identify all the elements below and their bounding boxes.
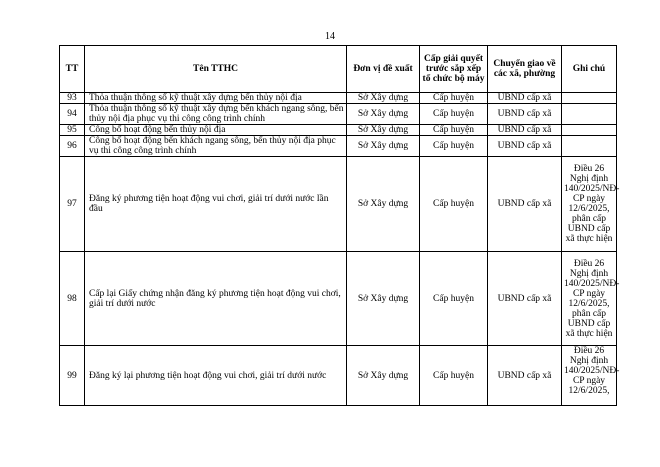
table-row — [60, 125, 617, 136]
cell-cap: Cấp huyện — [420, 346, 488, 406]
cell-cap: Cấp huyện — [420, 252, 488, 346]
cell-tt: 98 — [60, 252, 85, 346]
header-ten-tthc: Tên TTHC — [85, 46, 347, 93]
header-cap-giai-quyet: Cấp giải quyết trước sắp xếp tổ chức bộ máy — [420, 46, 488, 93]
cell-chuyen-giao: UBND cấp xã — [488, 346, 562, 406]
cell-chuyen-giao: UBND cấp xã — [488, 252, 562, 346]
table-row — [60, 104, 617, 125]
table-row — [60, 346, 617, 406]
cell-don-vi: Sở Xây dựng — [347, 125, 420, 136]
cell-cap: Cấp huyện — [420, 104, 488, 125]
header-tt: TT — [60, 46, 85, 93]
table-header-row — [60, 46, 617, 93]
cell-ten: Công bố hoạt động bến thủy nội địa — [85, 125, 347, 136]
cell-cap: Cấp huyện — [420, 93, 488, 104]
cell-tt: 99 — [60, 346, 85, 406]
cell-ghi-chu: Điều 26 Nghị định 140/2025/NĐ-CP ngày 12/6/2025, phân cấp UBND cấp xã thực hiện — [562, 252, 617, 346]
cell-ten: Đăng ký lại phương tiện hoạt động vui chơi, giải trí dưới nước — [85, 346, 347, 406]
cell-ten: Công bố hoạt động bến khách ngang sông, bến thủy nội địa phục vụ thi công công trình chính — [85, 136, 347, 157]
cell-ghi-chu — [562, 93, 617, 104]
cell-chuyen-giao: UBND cấp xã — [488, 157, 562, 252]
cell-don-vi: Sở Xây dựng — [347, 346, 420, 406]
cell-don-vi: Sở Xây dựng — [347, 252, 420, 346]
cell-tt: 97 — [60, 157, 85, 252]
cell-don-vi: Sở Xây dựng — [347, 136, 420, 157]
cell-ghi-chu: Điều 26 Nghị định 140/2025/NĐ-CP ngày 12/6/2025, phân cấp UBND cấp xã thực hiện — [562, 157, 617, 252]
cell-ten: Đăng ký phương tiện hoạt động vui chơi, giải trí dưới nước lần đầu — [85, 157, 347, 252]
cell-chuyen-giao: UBND cấp xã — [488, 104, 562, 125]
cell-tt: 95 — [60, 125, 85, 136]
cell-ghi-chu — [562, 104, 617, 125]
table-row — [60, 252, 617, 346]
header-ghi-chu: Ghi chú — [562, 46, 617, 93]
header-don-vi: Đơn vị đề xuất — [347, 46, 420, 93]
procedures-table — [59, 45, 620, 406]
cell-tt: 96 — [60, 136, 85, 157]
table-row — [60, 93, 617, 104]
table-row — [60, 157, 617, 252]
page-number: 14 — [325, 31, 335, 42]
cell-cap: Cấp huyện — [420, 157, 488, 252]
cell-ghi-chu — [562, 125, 617, 136]
cell-chuyen-giao: UBND cấp xã — [488, 136, 562, 157]
cell-cap: Cấp huyện — [420, 136, 488, 157]
cell-don-vi: Sở Xây dựng — [347, 93, 420, 104]
cell-ghi-chu: Điều 26 Nghị định 140/2025/NĐ-CP ngày 12/6/2025, — [562, 346, 617, 406]
cell-ten: Thỏa thuận thông số kỹ thuật xây dựng bến khách ngang sông, bến thủy nội địa phục vụ thi công công trình chính — [85, 104, 347, 125]
cell-tt: 94 — [60, 104, 85, 125]
cell-ten: Cấp lại Giấy chứng nhận đăng ký phương tiện hoạt động vui chơi, giải trí dưới nước — [85, 252, 347, 346]
cell-ghi-chu — [562, 136, 617, 157]
table-row — [60, 136, 617, 157]
header-chuyen-giao: Chuyển giao về các xã, phường — [488, 46, 562, 93]
cell-ten: Thỏa thuận thông số kỹ thuật xây dựng bến thủy nội địa — [85, 93, 347, 104]
cell-cap: Cấp huyện — [420, 125, 488, 136]
cell-don-vi: Sở Xây dựng — [347, 157, 420, 252]
cell-don-vi: Sở Xây dựng — [347, 104, 420, 125]
cell-chuyen-giao: UBND cấp xã — [488, 93, 562, 104]
cell-chuyen-giao: UBND cấp xã — [488, 125, 562, 136]
cell-tt: 93 — [60, 93, 85, 104]
